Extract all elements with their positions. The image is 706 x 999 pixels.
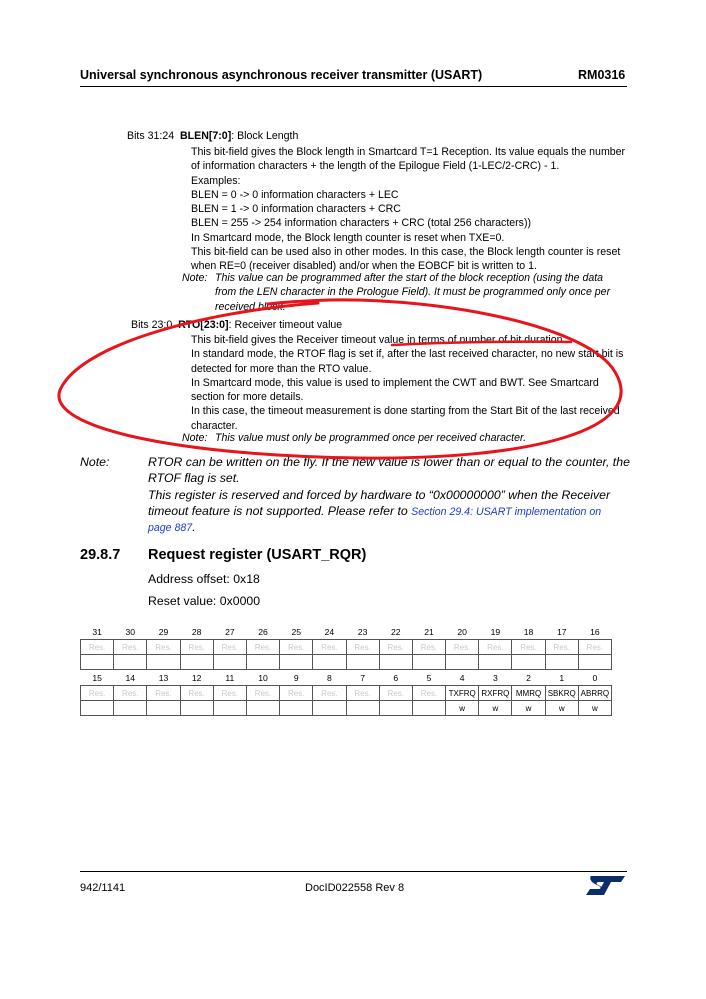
bit-number: 18 [523,626,534,637]
reserved-field-cell: Res. [545,640,578,655]
bit-number: 12 [191,672,202,683]
reserved-field-cell: Res. [213,640,246,655]
reserved-field-cell: Res. [446,640,479,655]
register-note-line: RTOR can be written on the fly. If the new value is lower than or equal to the counter, the [148,455,630,469]
rto-line: detected for more than the RTO value. [191,362,372,375]
bit-number: 1 [559,672,565,683]
reserved-field-cell: Res. [346,686,379,701]
blen-note-line: from the LEN character in the Prologue Field). It must be programmed only once per [215,286,611,299]
bit-number: 28 [191,626,202,637]
bit-number: 0 [592,672,598,683]
rto-note-text: This value must only be programmed once per received character. [215,432,527,444]
section-number: 29.8.7 [80,547,121,563]
rto-note-label: Note: [182,432,208,444]
rto-line: In this case, the timeout measurement is done starting from the Start Bit of the last received [191,405,620,418]
reserved-field-cell: Res. [180,640,213,655]
reserved-field-cell: Res. [479,640,512,655]
blen-name: BLEN[7:0] [180,130,232,142]
bit-number: 11 [225,672,235,683]
reserved-field-cell: Res. [379,640,412,655]
access-cell: w [479,701,512,716]
blen-note-line: received block. [215,300,286,313]
bit-number: 4 [459,672,465,683]
bit-number: 2 [526,672,531,683]
red-ellipse-mark [59,300,624,458]
blen-line: of information characters + the length of the Epilogue Field (1-LEC/2-CRC) - 1. [191,160,560,173]
bit-number: 8 [327,672,332,683]
bit-number: 10 [258,672,268,683]
reserved-field-cell: Res. [147,686,180,701]
red-underline-mark [392,342,571,345]
bit-number: 20 [457,626,467,637]
bit-number: 9 [293,672,299,683]
header-title: Universal synchronous asynchronous receiver transmitter (USART) [80,68,483,82]
bit-number: 21 [424,626,434,637]
bit-number: 19 [490,626,501,637]
header-doc-code: RM0316 [578,68,626,82]
bit-number: 16 [590,626,600,637]
bit-number: 22 [391,626,401,637]
doc-id: DocID022558 Rev 8 [305,882,405,894]
field-rxfrq-cell: RXFRQ [479,686,512,701]
blen-line: This bit-field can be used also in other modes. In this case, the Block length counter is reset [191,246,621,259]
register-note-period: . [192,520,196,534]
blen-line: This bit-field gives the Block length in Smartcard T=1 Reception. Its value equals the number [191,146,626,158]
bit-number: 7 [360,672,365,683]
reserved-field-cell: Res. [578,640,611,655]
reserved-field-cell: Res. [313,686,346,701]
field-txfrq-cell: TXFRQ [446,686,479,701]
reserved-field-cell: Res. [213,686,246,701]
reserved-field-cell: Res. [246,686,279,701]
register-note-line: RTOF flag is set. [148,470,240,485]
field-abrrq-cell: ABRRQ [578,686,611,701]
reserved-field-cell: Res. [180,686,213,701]
reserved-field-cell: Res. [81,640,114,655]
reserved-field-cell: Res. [379,686,412,701]
reserved-field-cell: Res. [412,640,445,655]
blen-note-line: This value can be programmed after the start of the block reception (using the data [215,272,604,284]
bit-number: 30 [125,626,136,637]
reserved-field-cell: Res. [114,686,147,701]
blen-line: BLEN = 1 -> 0 information characters + CRC [191,203,401,216]
blen-note-label: Note: [182,272,208,284]
section-link[interactable]: Section 29.4: USART implementation on [411,505,602,518]
rto-desc: : Receiver timeout value [228,319,343,331]
bit-number: 27 [225,626,235,637]
register-note-text: timeout feature is not supported. Please refer to [148,503,412,518]
rto-line: character. [191,419,238,432]
access-cell: w [545,701,578,716]
reset-value: Reset value: 0x0000 [148,594,261,608]
field-sbkrq-cell: SBKRQ [545,686,578,701]
bit-number: 15 [92,672,102,683]
bit-number: 13 [158,672,169,683]
bit-number: 29 [158,626,169,637]
rto-line: In standard mode, the RTOF flag is set if, after the last received character, no new start bit is [191,348,624,361]
section-title: Request register (USART_RQR) [148,547,367,563]
register-note-line: This register is reserved and forced by hardware to “0x00000000” when the Receiver [148,488,611,502]
register-note-label: Note: [80,455,110,469]
reserved-field-cell: Res. [280,640,313,655]
access-cell: w [512,701,545,716]
page-number: 942/1141 [80,882,126,894]
blen-bits: Bits 31:24 [127,130,175,142]
bit-number: 31 [92,626,102,637]
reserved-field-cell: Res. [81,686,114,701]
bit-number: 23 [357,626,368,637]
bit-number: 3 [492,672,498,683]
reserved-field-cell: Res. [512,640,545,655]
bit-number: 26 [258,626,268,637]
bit-number: 14 [125,672,136,683]
bit-number: 6 [393,672,399,683]
reserved-field-cell: Res. [246,640,279,655]
reserved-field-cell: Res. [412,686,445,701]
reserved-field-cell: Res. [313,640,346,655]
rto-name: RTO[23:0] [178,319,229,331]
bit-number: 17 [556,626,567,637]
blen-line: In Smartcard mode, the Block length counter is reset when TXE=0. [191,231,505,244]
blen-line: BLEN = 0 -> 0 information characters + LEC [191,188,399,201]
reserved-field-cell: Res. [280,686,313,701]
bit-number: 5 [426,672,432,683]
access-cell: w [446,701,479,716]
rto-line: In Smartcard mode, this value is used to implement the CWT and BWT. See Smartcard [191,376,599,389]
rto-line: section for more details. [191,391,304,404]
blen-desc: : Block Length [231,130,299,142]
blen-line: when RE=0 (receiver disabled) and/or when the EOBCF bit is written to 1. [191,260,537,273]
address-offset: Address offset: 0x18 [148,572,260,586]
bit-number: 25 [291,626,301,637]
reserved-field-cell: Res. [147,640,180,655]
reserved-field-cell: Res. [346,640,379,655]
rto-line: This bit-field gives the Receiver timeout value in terms of number of bit duration. [191,334,566,346]
field-mmrq-cell: MMRQ [512,686,545,701]
rto-bits: Bits 23:0 [131,319,173,331]
bit-number: 24 [324,626,335,637]
access-cell: w [578,701,611,716]
blen-line: BLEN = 255 -> 254 information characters + CRC (total 256 characters)) [191,217,532,230]
blen-line: Examples: [191,174,241,187]
page-link[interactable]: page 887 [148,522,193,534]
reserved-field-cell: Res. [114,640,147,655]
